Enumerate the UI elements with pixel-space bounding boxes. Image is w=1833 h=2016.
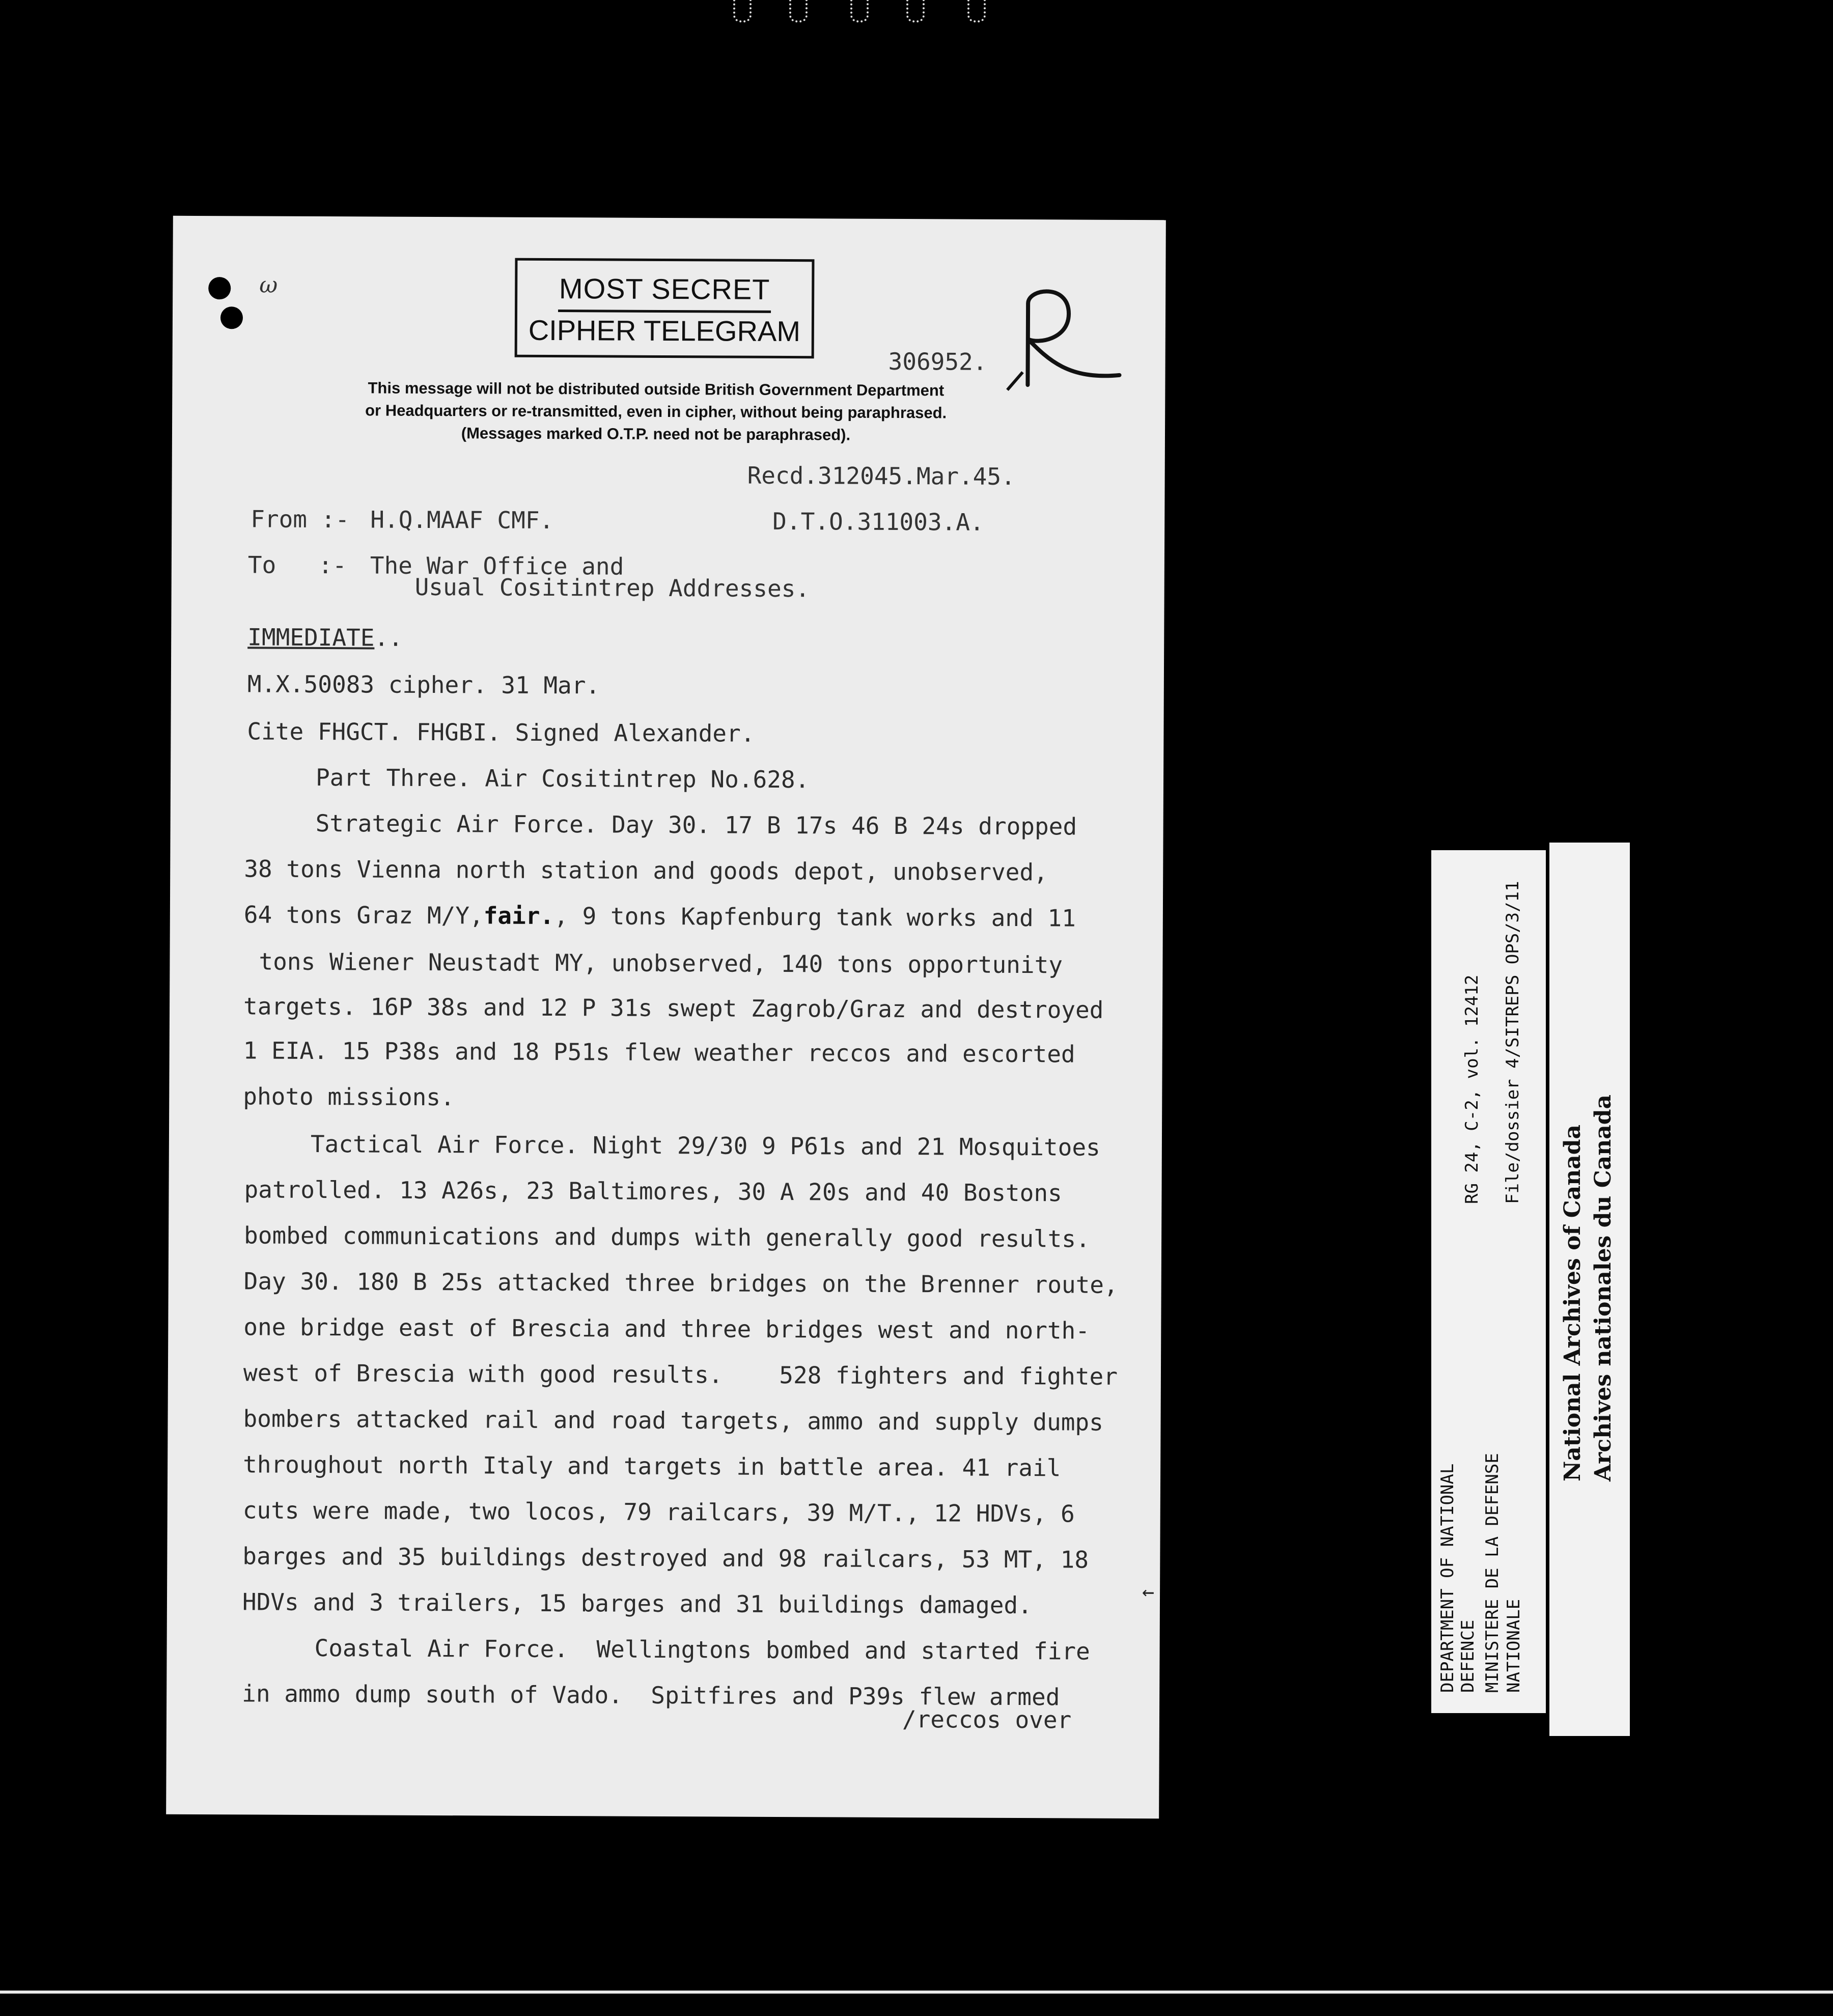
body-text: 64 tons Graz M/Y,: [243, 901, 484, 930]
label-dept-line: DEPARTMENT OF NATIONAL: [1437, 1463, 1458, 1693]
body-line: bombed communications and dumps with generally good results.: [244, 1221, 1090, 1253]
dto-reference: D.T.O.311003.A.: [772, 507, 984, 536]
document-page: [166, 216, 1166, 1818]
body-line: 1 EIA. 15 P38s and 18 P51s flew weather reccos and escorted: [243, 1037, 1075, 1068]
from-label: From :-: [251, 505, 350, 534]
cite-line: Cite FHGCT. FHGBI. Signed Alexander.: [247, 717, 755, 747]
stamp-line-1: MOST SECRET: [559, 272, 770, 305]
archive-reference-label: [1431, 850, 1546, 1713]
body-line: Strategic Air Force. Day 30. 17 B 17s 46 B 24s dropped: [315, 809, 1077, 841]
reference-line: M.X.50083 cipher. 31 Mar.: [247, 670, 600, 699]
distribution-notice: [274, 377, 1038, 447]
archive-name-english: National Archives of Canada: [1560, 1124, 1586, 1481]
film-edge-specks: [733, 0, 1059, 31]
body-text: , 9 tons Kapfenburg tank works and 11: [554, 902, 1076, 932]
body-line: barges and 35 buildings destroyed and 98 railcars, 53 MT, 18: [242, 1542, 1089, 1574]
stamp-rule: [558, 310, 771, 313]
body-line: targets. 16P 38s and 12 P 31s swept Zagrob/Graz and destroyed: [243, 992, 1104, 1024]
label-dept-line: DEFENCE: [1458, 1619, 1478, 1693]
label-record-group: RG 24, C-2, vol. 12412: [1462, 974, 1482, 1204]
body-line: Coastal Air Force. Wellingtons bombed and started fire: [314, 1634, 1090, 1665]
body-line: photo missions.: [243, 1082, 455, 1111]
body-line: throughout north Italy and targets in battle area. 41 rail: [243, 1450, 1061, 1482]
priority-suffix: ..: [374, 624, 403, 652]
body-line: bombers attacked rail and road targets, ammo and supply dumps: [243, 1405, 1104, 1436]
received-stamp: Recd.312045.Mar.45.: [747, 461, 1015, 490]
priority: IMMEDIATE: [247, 623, 375, 652]
body-line: in ammo dump south of Vado. Spitfires and P39s flew armed: [242, 1679, 1060, 1711]
label-dept-line: MINISTERE DE LA DEFENSE: [1482, 1453, 1503, 1693]
notice-line: This message will not be distributed outside British Government Department: [368, 379, 945, 400]
archive-name-french: Archives nationales du Canada: [1590, 1094, 1616, 1481]
part-line: Part Three. Air Cositintrep No.628.: [315, 763, 810, 794]
body-line: one bridge east of Brescia and three bridges west and north-: [243, 1313, 1090, 1345]
continuation-line: /reccos over: [902, 1705, 1072, 1734]
notice-line: (Messages marked O.T.P. need not be paraphrased).: [461, 424, 851, 444]
margin-arrow-mark: ←: [1142, 1580, 1155, 1604]
body-line: west of Brescia with good results. 528 fighters and fighter: [243, 1359, 1118, 1390]
to-value-line-2: Usual Cositintrep Addresses.: [414, 573, 810, 603]
body-line: Day 30. 180 B 25s attacked three bridges on the Brenner route,: [243, 1267, 1118, 1299]
body-line: tons Wiener Neustadt MY, unobserved, 140 tons opportunity: [259, 947, 1063, 979]
from-value: H.Q.MAAF CMF.: [370, 506, 554, 535]
to-label: To :-: [247, 551, 347, 579]
body-line: Tactical Air Force. Night 29/30 9 P61s and 21 Mosquitoes: [310, 1130, 1100, 1161]
serial-number: 306952.: [888, 347, 987, 376]
body-line: patrolled. 13 A26s, 23 Baltimores, 30 A 20s and 40 Bostons: [244, 1175, 1062, 1207]
priority-line: [247, 623, 403, 651]
stamp-line-2: CIPHER TELEGRAM: [528, 314, 801, 348]
archive-name-label: [1549, 843, 1630, 1736]
body-line: 38 tons Vienna north station and goods depot, unobserved,: [244, 855, 1048, 886]
label-file-reference: File/dossier 4/SITREPS OPS/3/11: [1503, 881, 1523, 1204]
punch-hole: [220, 306, 243, 329]
handwritten-initial: [992, 283, 1125, 396]
body-line: [244, 901, 1076, 932]
body-line: cuts were made, two locos, 79 railcars, 39 M/T., 12 HDVs, 6: [242, 1496, 1075, 1528]
margin-squiggle: ω: [259, 272, 278, 298]
label-dept-line: NATIONALE: [1504, 1599, 1524, 1693]
punch-hole: [208, 277, 231, 299]
classification-stamp: [515, 258, 815, 359]
film-bottom-rule: [0, 1991, 1833, 1994]
notice-line: or Headquarters or re-transmitted, even in cipher, without being paraphrased.: [365, 401, 947, 422]
to-value-line-1: The War Office and: [370, 551, 624, 580]
inserted-word: fair.: [483, 902, 554, 930]
body-line: HDVs and 3 trailers, 15 barges and 31 buildings damaged.: [242, 1588, 1032, 1619]
